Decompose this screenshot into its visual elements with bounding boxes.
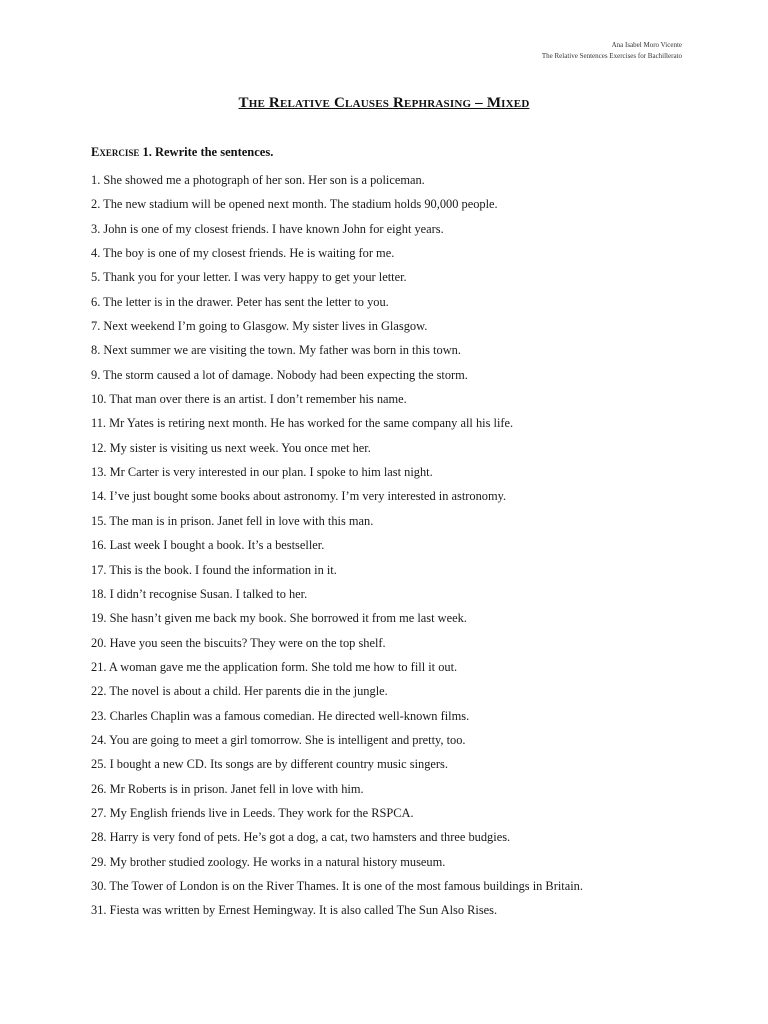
list-item: 25. I bought a new CD. Its songs are by different country music singers.	[91, 757, 448, 772]
list-item: 7. Next weekend I’m going to Glasgow. My sister lives in Glasgow.	[91, 319, 428, 334]
list-item: 22. The novel is about a child. Her parents die in the jungle.	[91, 684, 388, 699]
header-author: Ana Isabel Moro Vicente	[611, 41, 682, 49]
list-item: 20. Have you seen the biscuits? They were on the top shelf.	[91, 635, 386, 650]
list-item: 30. The Tower of London is on the River Thames. It is one of the most famous buildings in Britain.	[91, 878, 583, 893]
list-item: 10. That man over there is an artist. I don’t remember his name.	[91, 392, 407, 407]
page-header	[542, 40, 682, 62]
list-item: 24. You are going to meet a girl tomorrow. She is intelligent and pretty, too.	[91, 732, 466, 747]
list-item: 3. John is one of my closest friends. I have known John for eight years.	[91, 221, 444, 236]
list-item: 26. Mr Roberts is in prison. Janet fell in love with him.	[91, 781, 364, 796]
list-item: 28. Harry is very fond of pets. He’s got a dog, a cat, two hamsters and three budgies.	[91, 830, 511, 845]
list-item: 13. Mr Carter is very interested in our plan. I spoke to him last night.	[91, 465, 433, 480]
sentence-list	[91, 168, 691, 923]
list-item: 2. The new stadium will be opened next month. The stadium holds 90,000 people.	[91, 197, 498, 212]
list-item: 14. I’ve just bought some books about astronomy. I’m very interested in astronomy.	[91, 489, 507, 504]
exercise-instruction: Rewrite the sentences.	[154, 145, 274, 159]
list-item: 18. I didn’t recognise Susan. I talked to her.	[91, 586, 308, 601]
document-title: The Relative Clauses Rephrasing – Mixed	[238, 95, 530, 111]
list-item: 11. Mr Yates is retiring next month. He has worked for the same company all his life.	[91, 416, 514, 431]
exercise-heading	[91, 145, 273, 160]
list-item: 1. She showed me a photograph of her son. Her son is a policeman.	[91, 173, 425, 187]
list-item: 5. Thank you for your letter. I was very happy to get your letter.	[91, 270, 407, 285]
list-item: 21. A woman gave me the application form. She told me how to fill it out.	[91, 659, 458, 674]
list-item: 8. Next summer we are visiting the town. My father was born in this town.	[91, 343, 461, 358]
list-item: 31. Fiesta was written by Ernest Hemingway. It is also called The Sun Also Rises.	[91, 903, 498, 918]
list-item: 29. My brother studied zoology. He works in a natural history museum.	[91, 854, 446, 869]
list-item: 6. The letter is in the drawer. Peter has sent the letter to you.	[91, 294, 389, 309]
list-item: 17. This is the book. I found the information in it.	[91, 562, 337, 577]
list-item: 15. The man is in prison. Janet fell in love with this man.	[91, 513, 374, 528]
list-item: 23. Charles Chaplin was a famous comedian. He directed well-known films.	[91, 708, 470, 723]
header-subtitle: The Relative Sentences Exercises for Bachillerato	[541, 52, 682, 60]
exercise-label: Exercise 1.	[91, 145, 152, 159]
list-item: 9. The storm caused a lot of damage. Nobody had been expecting the storm.	[91, 367, 468, 382]
list-item: 19. She hasn’t given me back my book. She borrowed it from me last week.	[91, 611, 467, 626]
list-item: 12. My sister is visiting us next week. You once met her.	[91, 440, 371, 455]
list-item: 4. The boy is one of my closest friends. He is waiting for me.	[91, 246, 395, 261]
list-item: 16. Last week I bought a book. It’s a bestseller.	[91, 538, 325, 553]
list-item: 27. My English friends live in Leeds. They work for the RSPCA.	[91, 805, 414, 820]
